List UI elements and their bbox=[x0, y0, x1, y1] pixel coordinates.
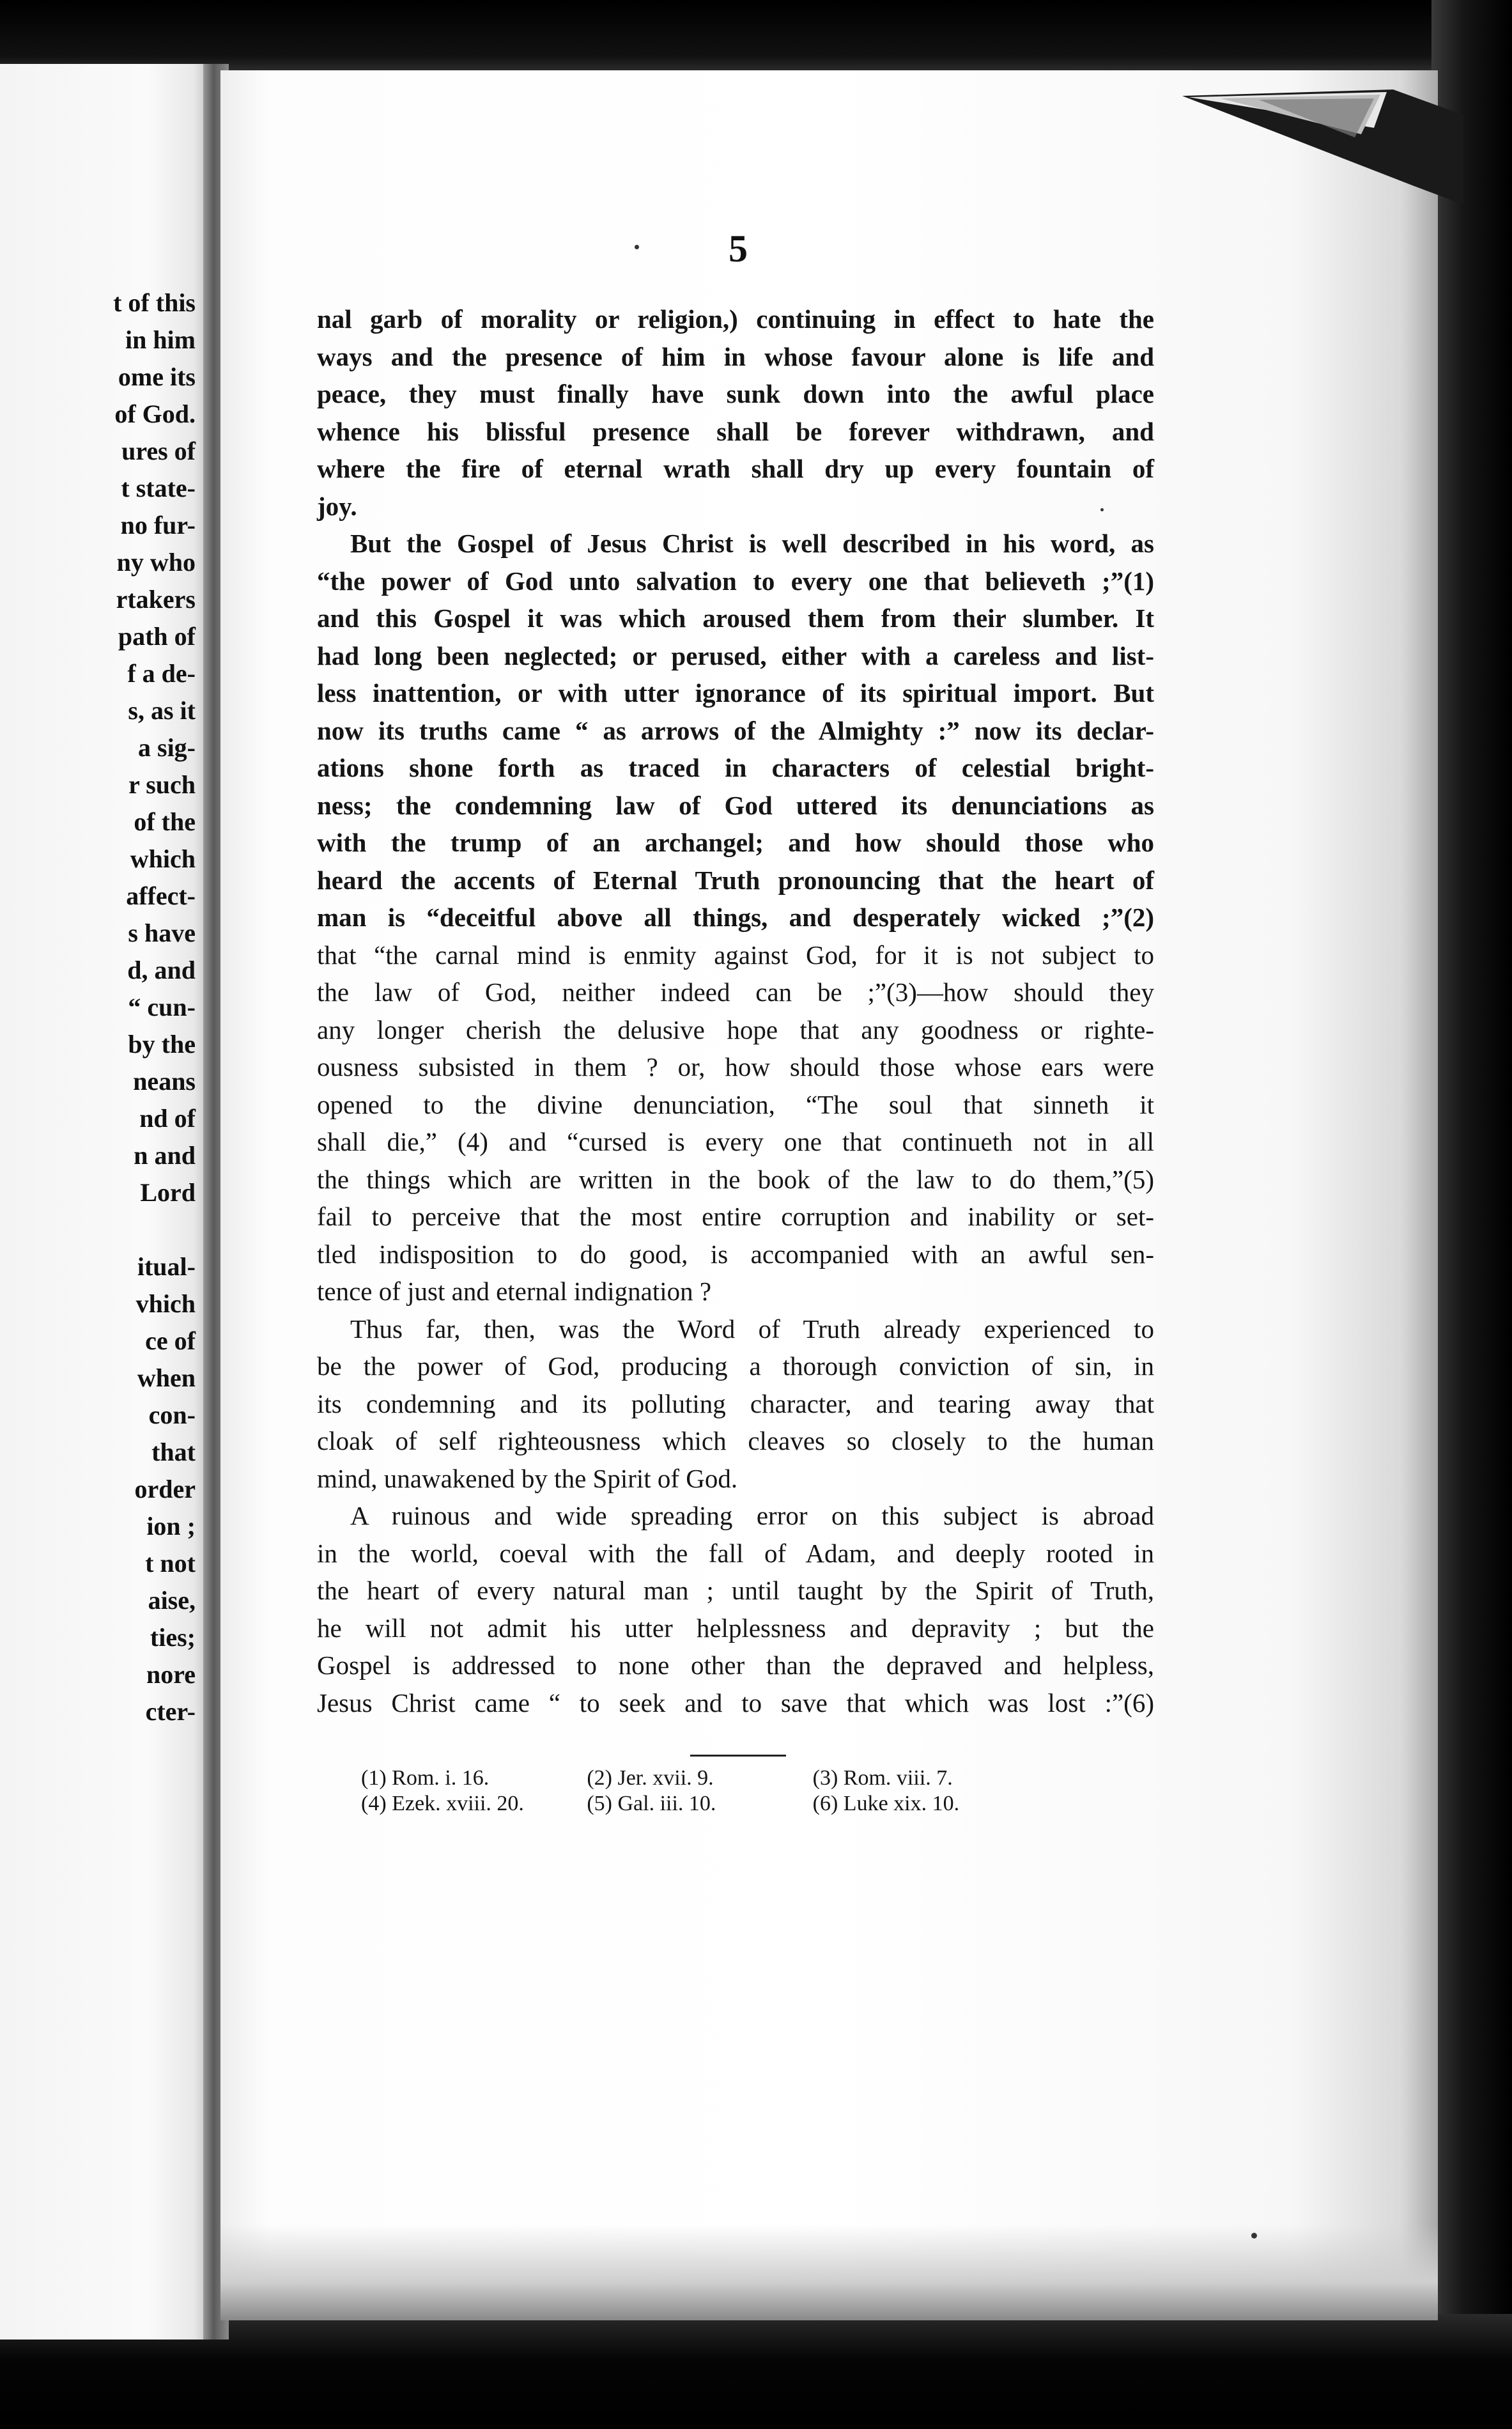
text-line: the things which are written in the book of the law to do them,”(5) bbox=[317, 1164, 1154, 1194]
previous-page-line: ion ; bbox=[146, 1512, 196, 1540]
previous-page-line: ce of bbox=[145, 1326, 196, 1355]
footnote-row bbox=[361, 1765, 1038, 1791]
scan-speck bbox=[1100, 508, 1104, 511]
text-line: whence his blissful presence shall be forever withdrawn, and bbox=[317, 416, 1154, 446]
previous-page-line: aise, bbox=[148, 1586, 196, 1615]
text-line: ways and the presence of him in whose favour alone is life and bbox=[317, 341, 1154, 371]
previous-page-line: d, and bbox=[127, 956, 196, 984]
text-line: ness; the condemning law of God uttered its denunciations as bbox=[317, 790, 1154, 820]
previous-page-line: of the bbox=[134, 807, 196, 836]
footnote: (3) Rom. viii. 7. bbox=[812, 1766, 953, 1790]
text-line: peace, they must finally have sunk down into the awful place bbox=[317, 379, 1154, 408]
text-line: where the fire of eternal wrath shall dry up every fountain of bbox=[317, 454, 1154, 483]
text-line: joy. bbox=[317, 491, 357, 521]
text-line: now its truths came “ as arrows of the Almighty :” now its declar- bbox=[317, 715, 1154, 745]
previous-page-line: affect- bbox=[126, 881, 196, 910]
previous-page-line bbox=[4, 1211, 196, 1248]
previous-page-line: a sig- bbox=[138, 733, 196, 762]
footnote: (1) Rom. i. 16. bbox=[361, 1766, 490, 1790]
scan-speck bbox=[1251, 2233, 1257, 2239]
text-line: with the trump of an archangel; and how should those who bbox=[317, 828, 1154, 857]
previous-page-line: ome its bbox=[118, 362, 196, 391]
text-line: Gospel is addressed to none other than the depraved and helpless, bbox=[317, 1650, 1154, 1680]
body-text bbox=[317, 300, 1154, 1721]
previous-page-line: order bbox=[134, 1475, 196, 1503]
previous-page-line: in him bbox=[125, 325, 196, 354]
previous-page-line: t not bbox=[145, 1549, 196, 1578]
previous-page-line: r such bbox=[128, 770, 196, 799]
text-line: be the power of God, producing a thorough conviction of sin, in bbox=[317, 1351, 1154, 1381]
footnote: (4) Ezek. xviii. 20. bbox=[361, 1792, 524, 1815]
footnotes bbox=[361, 1765, 1038, 1817]
text-line: fail to perceive that the most entire corruption and inability or set- bbox=[317, 1202, 1154, 1231]
text-line: ations shone forth as traced in characters of celestial bright- bbox=[317, 753, 1154, 782]
text-line: and this Gospel it was which aroused them from their slumber. It bbox=[317, 603, 1154, 633]
previous-page-line: path of bbox=[118, 622, 196, 651]
previous-page-line: f a de- bbox=[127, 659, 196, 688]
scan-background-top bbox=[0, 0, 1512, 70]
previous-page-line: neans bbox=[133, 1067, 196, 1096]
text-line: Thus far, then, was the Word of Truth already experienced to bbox=[350, 1314, 1154, 1344]
previous-page-line: by the bbox=[128, 1030, 196, 1059]
text-line: its condemning and its polluting character, and tearing away that bbox=[317, 1388, 1154, 1418]
scan-background-right bbox=[1431, 0, 1512, 2429]
text-line: tled indisposition to do good, is accompanied with an awful sen- bbox=[317, 1239, 1154, 1269]
previous-page-line: s, as it bbox=[128, 696, 196, 725]
folded-corner bbox=[1182, 89, 1463, 205]
text-line: “the power of God unto salvation to every one that believeth ;”(1) bbox=[317, 566, 1154, 596]
footnote-rule bbox=[690, 1755, 786, 1757]
text-line: nal garb of morality or religion,) continuing in effect to hate the bbox=[317, 304, 1154, 334]
previous-page-line: t state- bbox=[121, 474, 196, 502]
text-line: the heart of every natural man ; until taught by the Spirit of Truth, bbox=[317, 1576, 1154, 1605]
text-line: cloak of self righteousness which cleaves so closely to the human bbox=[317, 1426, 1154, 1455]
text-line: But the Gospel of Jesus Christ is well described in his word, as bbox=[350, 529, 1154, 558]
previous-page-line: rtakers bbox=[116, 585, 196, 614]
previous-page-line: “ cun- bbox=[128, 993, 196, 1021]
previous-page-fragment bbox=[0, 64, 211, 2340]
text-line: tence of just and eternal indignation ? bbox=[317, 1277, 712, 1306]
text-line: the law of God, neither indeed can be ;”(3)—how should they bbox=[317, 977, 1154, 1007]
previous-page-line: of God. bbox=[114, 400, 196, 428]
page-bottom-shadow bbox=[220, 2224, 1438, 2320]
previous-page-line: n and bbox=[134, 1141, 196, 1170]
text-line: that “the carnal mind is enmity against God, for it is not subject to bbox=[317, 940, 1154, 970]
previous-page-line: ures of bbox=[121, 437, 196, 465]
previous-page-line: cter- bbox=[145, 1697, 196, 1726]
previous-page-text bbox=[4, 284, 196, 1730]
scan-speck bbox=[635, 245, 639, 249]
previous-page-line: t of this bbox=[113, 288, 196, 317]
previous-page-line: vhich bbox=[135, 1289, 196, 1318]
text-line: any longer cherish the delusive hope that any goodness or righte- bbox=[317, 1014, 1154, 1044]
footnote: (2) Jer. xvii. 9. bbox=[587, 1766, 714, 1790]
previous-page-line: no fur- bbox=[120, 511, 196, 539]
previous-page-line: ny who bbox=[116, 548, 196, 577]
text-line: had long been neglected; or perused, either with a careless and list- bbox=[317, 640, 1154, 671]
previous-page-line: con- bbox=[148, 1401, 196, 1429]
text-line: mind, unawakened by the Spirit of God. bbox=[317, 1463, 738, 1493]
previous-page-line: when bbox=[137, 1363, 196, 1392]
text-line: opened to the divine denunciation, “The soul that sinneth it bbox=[317, 1089, 1154, 1119]
footnote: (5) Gal. iii. 10. bbox=[587, 1792, 716, 1815]
previous-page-line: nore bbox=[146, 1660, 196, 1689]
page-number: 5 bbox=[729, 228, 748, 270]
footnote-row bbox=[361, 1791, 1038, 1817]
text-line: A ruinous and wide spreading error on this subject is abroad bbox=[350, 1501, 1154, 1530]
text-line: shall die,” (4) and “cursed is every one that continueth not in all bbox=[317, 1127, 1154, 1156]
previous-page-line: nd of bbox=[139, 1104, 196, 1133]
previous-page-line: ties; bbox=[150, 1623, 196, 1652]
previous-page-line: itual- bbox=[137, 1252, 196, 1281]
previous-page-line: s have bbox=[128, 919, 196, 947]
text-line: Jesus Christ came “ to seek and to save that which was lost :”(6) bbox=[317, 1688, 1154, 1718]
previous-page-line: that bbox=[151, 1438, 196, 1466]
text-line: ousness subsisted in them ? or, how should those whose ears were bbox=[317, 1052, 1154, 1082]
text-line: in the world, coeval with the fall of Adam, and deeply rooted in bbox=[317, 1538, 1154, 1568]
text-line: heard the accents of Eternal Truth pronouncing that the heart of bbox=[317, 865, 1154, 895]
text-line: less inattention, or with utter ignorance of its spiritual import. But bbox=[317, 678, 1154, 708]
previous-page-line: which bbox=[130, 844, 196, 873]
footnote: (6) Luke xix. 10. bbox=[812, 1792, 960, 1815]
text-line: man is “deceitful above all things, and desperately wicked ;”(2) bbox=[317, 903, 1154, 932]
previous-page-line: Lord bbox=[140, 1178, 196, 1207]
text-line: he will not admit his utter helplessness and depravity ; but the bbox=[317, 1613, 1154, 1643]
